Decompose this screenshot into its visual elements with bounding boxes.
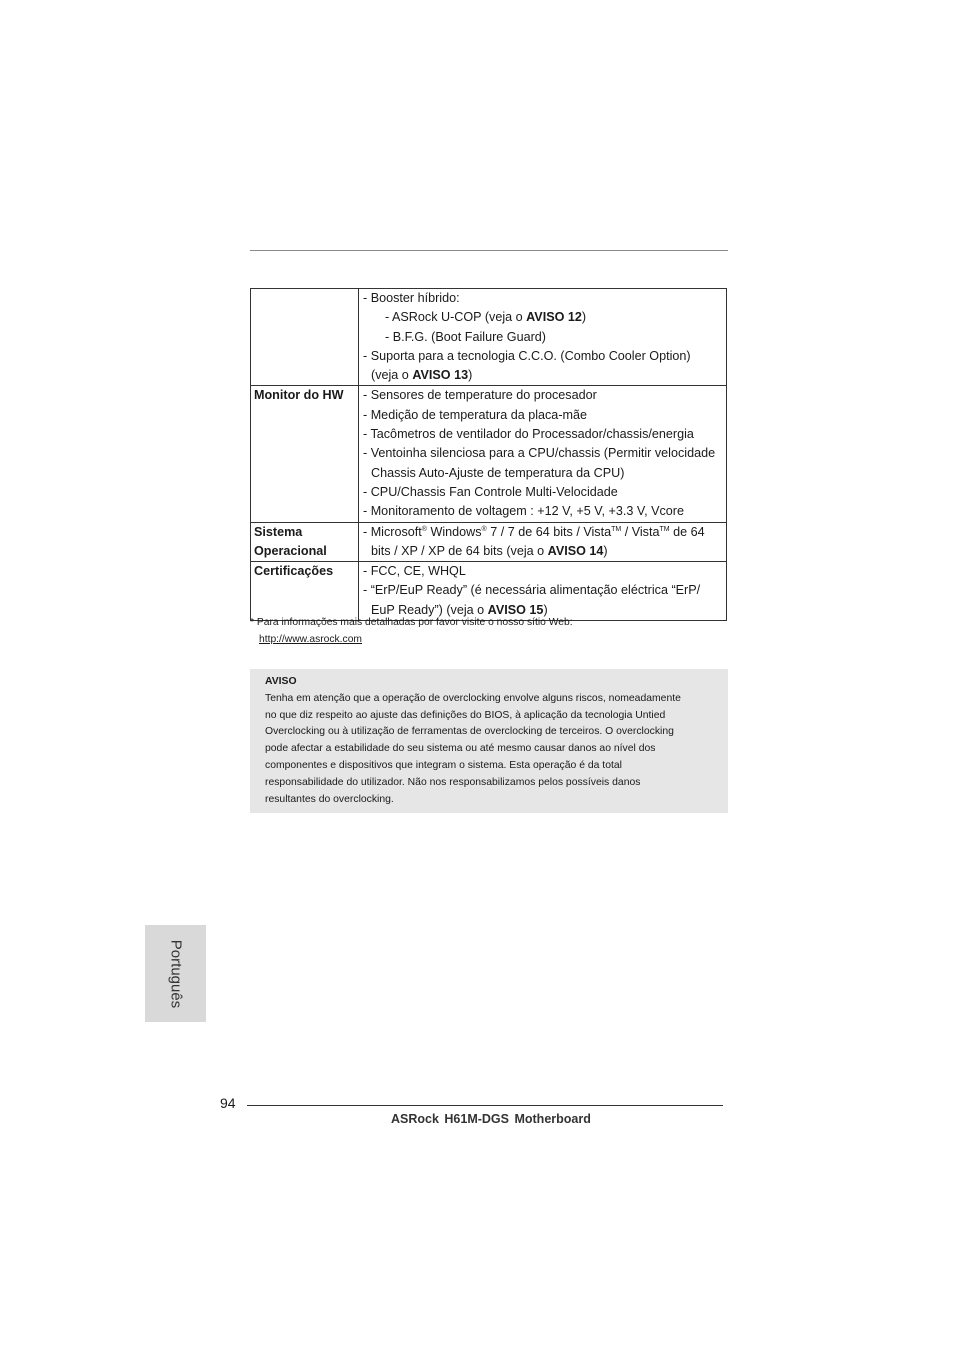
spec-line: - Medição de temperatura da placa-mãe [363, 407, 588, 422]
header-rule [250, 250, 728, 251]
table-row [251, 289, 727, 386]
page-number: 94 [220, 1095, 236, 1111]
spec-line: - Booster híbrido: [363, 291, 460, 305]
row-value [359, 289, 727, 386]
warning-line: Overclocking ou à utilização de ferramentas de overclocking de terceiros. O overclocking [265, 726, 674, 738]
language-label: Português [167, 939, 184, 1008]
footnote [250, 614, 573, 648]
table-row [251, 562, 727, 621]
footnote-text: * Para informações mais detalhadas por favor visite o nosso sítio Web: [250, 617, 573, 628]
spec-line: - Tacômetros de ventilador do Processador/chassis/energia [363, 427, 694, 442]
spec-line: - CPU/Chassis Fan Controle Multi-Velocidade [363, 484, 618, 499]
table-row [251, 522, 727, 562]
warning-line: resultantes do overclocking. [265, 793, 394, 805]
notice-ref: AVISO 14 [547, 543, 604, 558]
row-value [359, 522, 727, 562]
row-value [359, 562, 727, 621]
notice-ref: AVISO 15 [487, 602, 544, 617]
warning-box [250, 669, 728, 813]
notice-ref: AVISO 12 [526, 310, 582, 325]
row-label: Certificações [251, 562, 359, 621]
row-label [251, 289, 359, 386]
spec-line: - B.F.G. (Boot Failure Guard) [385, 329, 546, 344]
warning-line: componentes e dispositivos que integram o sistema. Esta operação é da total [265, 759, 622, 771]
spec-table [250, 288, 727, 621]
table-row [251, 386, 727, 522]
spec-line: - Sensores de temperature do procesador [363, 388, 597, 403]
warning-line: Tenha em atenção que a operação de overclocking envolve alguns riscos, nomeadamente [265, 692, 681, 704]
spec-line: bits / XP / XP de 64 bits (veja o AVISO 14) [371, 543, 608, 558]
spec-line: - Microsoft® Windows® 7 / 7 de 64 bits / Vista™ / Vista™ de 64 [363, 524, 705, 539]
spec-line: EuP Ready”) (veja o AVISO 15) [371, 602, 548, 617]
language-tab [145, 925, 206, 1022]
spec-line: - Ventoinha silenciosa para a CPU/chassis (Permitir velocidade [363, 446, 716, 461]
warning-line: responsabilidade do utilizador. Não nos responsabilizamos pelos possíveis danos [265, 776, 641, 788]
row-label: Sistema Operacional [251, 522, 359, 562]
row-label: Monitor do HW [251, 386, 359, 522]
row-value [359, 386, 727, 522]
notice-ref: AVISO 13 [412, 368, 469, 383]
warning-line: no que diz respeito ao ajuste das definições do BIOS, à aplicação da tecnologia Untied [265, 709, 666, 721]
spec-line: - “ErP/EuP Ready” (é necessária alimentação eléctrica “ErP/ [363, 583, 701, 598]
warning-title: AVISO [265, 676, 297, 687]
spec-line: - ASRock U-COP (veja o AVISO 12) [385, 310, 587, 325]
warning-line: pode afectar a estabilidade do seu sistema ou até mesmo causar danos ao nível dos [265, 743, 656, 755]
spec-line: - Suporta para a tecnologia C.C.O. (Combo Cooler Option) [363, 348, 691, 363]
spec-line: (veja o AVISO 13) [371, 368, 473, 383]
footer-rule [247, 1105, 723, 1106]
footer-title: ASRock H61M-DGS Motherboard [391, 1112, 591, 1126]
website-link[interactable]: http://www.asrock.com [259, 634, 362, 645]
spec-line: Chassis Auto-Ajuste de temperatura da CPU) [371, 465, 625, 480]
spec-line: - FCC, CE, WHQL [363, 564, 466, 579]
spec-line: - Monitoramento de voltagem : +12 V, +5 V, +3.3 V, Vcore [363, 504, 684, 519]
